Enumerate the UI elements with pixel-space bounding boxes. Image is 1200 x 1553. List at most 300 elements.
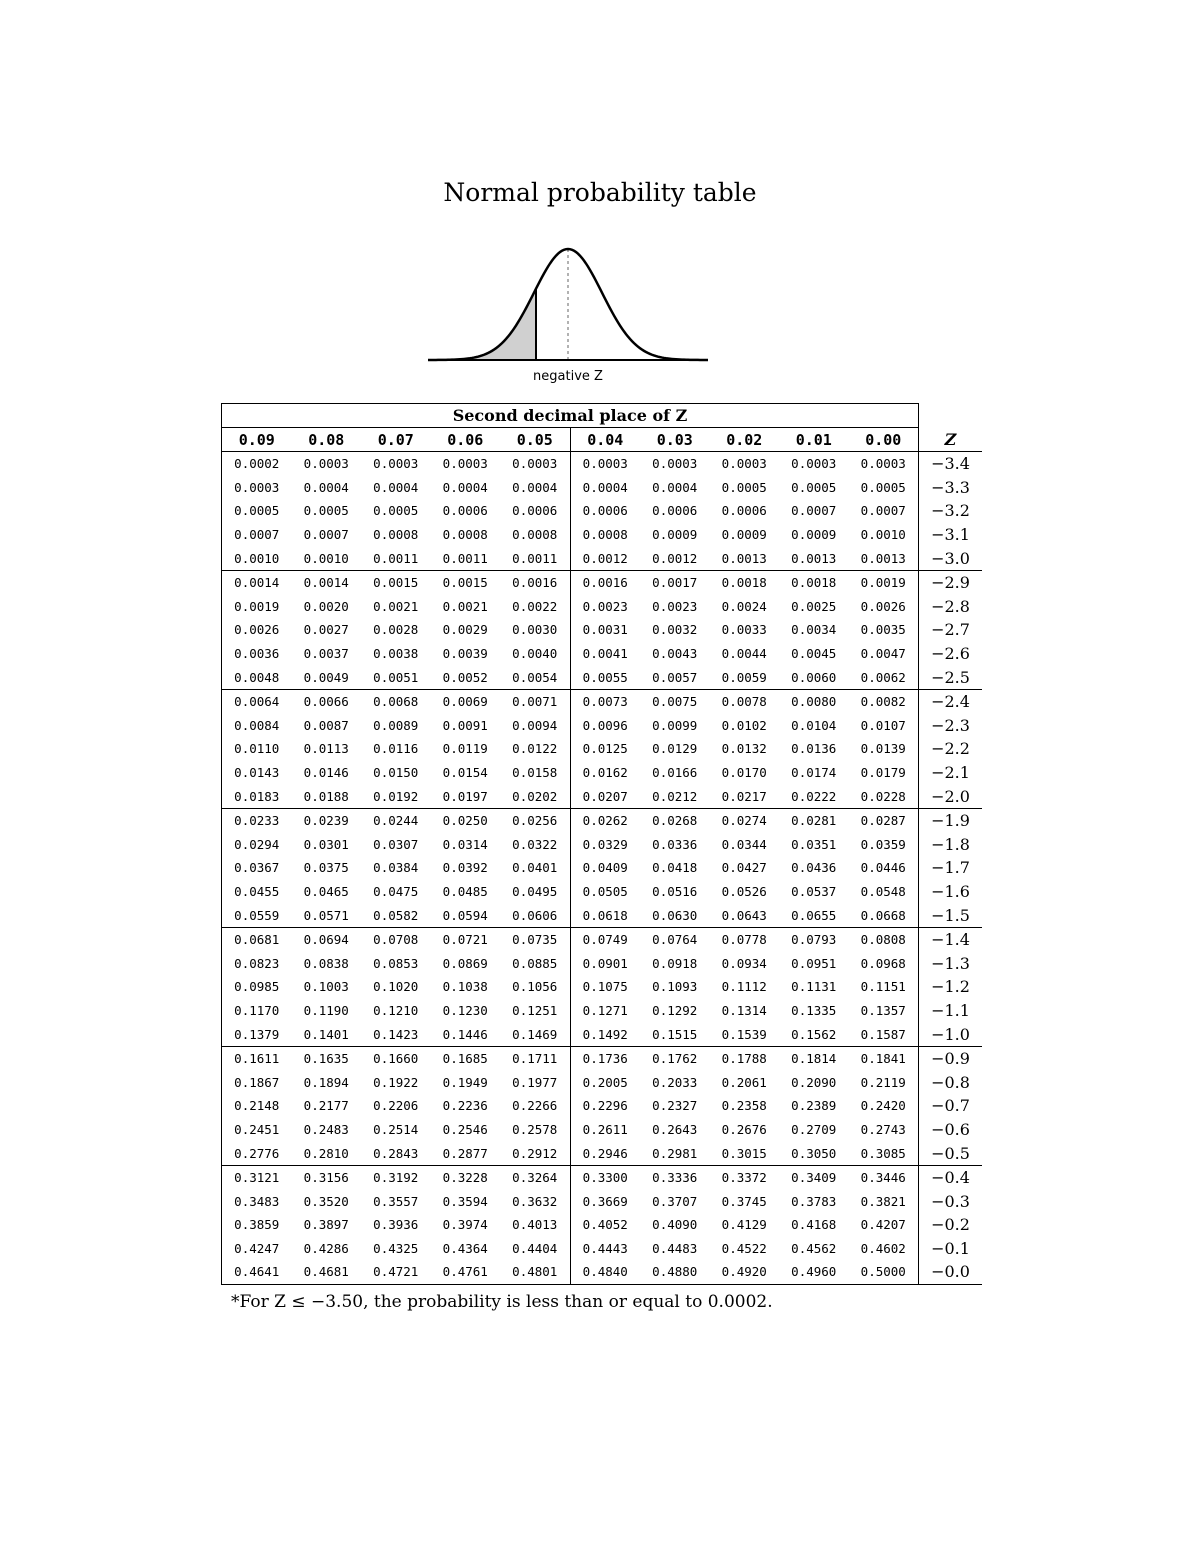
table-cell: 0.0005: [373, 503, 419, 519]
table-cell: 0.0003: [849, 452, 919, 476]
table-cell: 0.2709: [791, 1121, 837, 1137]
table-cell: 0.0011: [512, 550, 558, 566]
table-cell: 0.3156: [292, 1165, 362, 1189]
table-cell: 0.3446: [849, 1165, 919, 1189]
table-row: [222, 1213, 983, 1237]
table-cell: 0.0351: [791, 836, 837, 852]
table-cell: 0.0359: [849, 833, 919, 857]
table-row: [222, 1237, 983, 1261]
table-cell: 0.3707: [652, 1193, 698, 1209]
z-value-cell: −3.4: [919, 452, 983, 476]
table-cell: 0.0107: [849, 714, 919, 738]
table-row: [222, 737, 983, 761]
table-cell: 0.2266: [512, 1098, 558, 1114]
table-cell: 0.2296: [570, 1094, 640, 1118]
column-header: 0.04: [570, 428, 640, 452]
table-row: [222, 1022, 983, 1046]
table-cell: 0.0116: [373, 741, 419, 757]
table-cell: 0.2810: [303, 1145, 349, 1161]
table-cell: 0.1867: [222, 1070, 292, 1094]
table-cell: 0.1423: [373, 1026, 419, 1042]
table-cell: 0.4207: [849, 1213, 919, 1237]
table-cell: 0.0222: [791, 788, 837, 804]
table-cell: 0.3372: [710, 1165, 780, 1189]
table-cell: 0.2358: [721, 1098, 767, 1114]
table-cell: 0.0606: [512, 907, 558, 923]
table-cell: 0.0294: [222, 833, 292, 857]
table-cell: 0.0033: [721, 622, 767, 638]
table-cell: 0.4920: [710, 1260, 780, 1284]
table-cell: 0.0307: [373, 836, 419, 852]
table-cell: 0.0256: [500, 808, 570, 832]
z-header-blank: [919, 404, 983, 428]
table-cell: 0.0655: [791, 907, 837, 923]
table-cell: 0.0475: [373, 883, 419, 899]
table-cell: 0.0008: [442, 527, 488, 543]
table-cell: 0.1112: [721, 979, 767, 995]
table-cell: 0.0007: [303, 527, 349, 543]
z-value-cell: −1.9: [919, 808, 983, 832]
table-row: [222, 689, 983, 713]
table-cell: 0.4761: [431, 1260, 501, 1284]
column-header: 0.02: [710, 428, 780, 452]
table-cell: 0.4286: [303, 1240, 349, 1256]
z-value-cell: −1.3: [931, 953, 970, 973]
table-cell: 0.0122: [512, 741, 558, 757]
table-cell: 0.0049: [303, 669, 349, 685]
table-cell: 0.0011: [373, 550, 419, 566]
table-cell: 0.0344: [721, 836, 767, 852]
table-cell: 0.0446: [849, 856, 919, 880]
table-cell: 0.0113: [303, 741, 349, 757]
table-cell: 0.2389: [791, 1098, 837, 1114]
table-row: [222, 452, 983, 476]
table-cell: 0.2236: [442, 1098, 488, 1114]
table-row: [222, 595, 983, 619]
table-cell: 0.0192: [373, 788, 419, 804]
table-cell: 0.0207: [570, 784, 640, 808]
table-cell: 0.2177: [303, 1098, 349, 1114]
table-cell: 0.0968: [849, 951, 919, 975]
table-row: [222, 1070, 983, 1094]
table-cell: 0.0495: [512, 883, 558, 899]
z-value-cell: −0.3: [931, 1191, 970, 1211]
table-cell: 0.1587: [849, 1022, 919, 1046]
column-header: 0.08: [292, 428, 362, 452]
table-row: [222, 665, 983, 689]
table-cell: 0.0392: [442, 860, 488, 876]
table-cell: 0.2061: [721, 1074, 767, 1090]
table-cell: 0.4522: [721, 1240, 767, 1256]
table-cell: 0.2090: [791, 1074, 837, 1090]
table-cell: 0.0436: [791, 860, 837, 876]
table-cell: 0.0823: [222, 951, 292, 975]
table-cell: 0.1271: [570, 999, 640, 1023]
table-cell: 0.1611: [222, 1046, 292, 1070]
table-cell: 0.0019: [222, 595, 292, 619]
table-cell: 0.4562: [791, 1240, 837, 1256]
table-cell: 0.0212: [652, 788, 698, 804]
table-cell: 0.0011: [442, 550, 488, 566]
table-cell: 0.5000: [849, 1260, 919, 1284]
table-cell: 0.1020: [373, 979, 419, 995]
table-cell: 0.0571: [303, 907, 349, 923]
table-cell: 0.0006: [721, 503, 767, 519]
table-cell: 0.3594: [442, 1193, 488, 1209]
table-cell: 0.4090: [652, 1217, 698, 1233]
z-value-cell: −2.5: [931, 667, 970, 687]
table-cell: 0.0197: [442, 788, 488, 804]
table-row: [222, 642, 983, 666]
table-cell: 0.0951: [791, 955, 837, 971]
table-cell: 0.0002: [222, 452, 292, 476]
z-value-cell: −1.7: [931, 858, 970, 878]
table-cell: 0.0838: [303, 955, 349, 971]
table-cell: 0.2877: [442, 1145, 488, 1161]
table-cell: 0.0009: [791, 527, 837, 543]
table-cell: 0.0078: [710, 689, 780, 713]
table-row: [222, 761, 983, 785]
table-cell: 0.0139: [849, 737, 919, 761]
table-cell: 0.2451: [222, 1118, 292, 1142]
table-row: [222, 618, 983, 642]
table-row: [222, 975, 983, 999]
table-cell: 0.0143: [222, 761, 292, 785]
table-cell: 0.0202: [512, 788, 558, 804]
table-cell: 0.0764: [640, 927, 710, 951]
table-row: [222, 880, 983, 904]
table-row: [222, 546, 983, 570]
z-value-cell: −0.0: [919, 1260, 983, 1284]
table-cell: 0.0087: [303, 717, 349, 733]
column-header: 0.09: [222, 428, 292, 452]
table-cell: 0.1922: [373, 1074, 419, 1090]
second-decimal-header-text: Second decimal place of Z: [452, 406, 688, 425]
table-cell: 0.0034: [791, 622, 837, 638]
table-cell: 0.0094: [512, 717, 558, 733]
table-cell: 0.0019: [849, 570, 919, 594]
table-cell: 0.0006: [442, 503, 488, 519]
table-cell: 0.0985: [222, 975, 292, 999]
table-cell: 0.0059: [721, 669, 767, 685]
table-cell: 0.0409: [570, 856, 640, 880]
table-cell: 0.0025: [791, 598, 837, 614]
table-row: [222, 1260, 983, 1284]
table-cell: 0.0026: [222, 618, 292, 642]
table-cell: 0.1977: [512, 1074, 558, 1090]
table-cell: 0.0026: [849, 595, 919, 619]
table-cell: 0.0055: [570, 665, 640, 689]
table-cell: 0.0003: [292, 452, 362, 476]
table-cell: 0.0013: [721, 550, 767, 566]
table-row: [222, 499, 983, 523]
table-cell: 0.0102: [721, 717, 767, 733]
table-cell: 0.3015: [721, 1145, 767, 1161]
table-cell: 0.0009: [721, 527, 767, 543]
table-cell: 0.0006: [652, 503, 698, 519]
table-cell: 0.0869: [442, 955, 488, 971]
table-cell: 0.0004: [652, 479, 698, 495]
table-cell: 0.0004: [303, 479, 349, 495]
table-cell: 0.0008: [373, 527, 419, 543]
table-cell: 0.0367: [222, 856, 292, 880]
table-cell: 0.0018: [710, 570, 780, 594]
table-row: [222, 833, 983, 857]
table-cell: 0.0183: [222, 784, 292, 808]
table-cell: 0.1131: [791, 979, 837, 995]
table-cell: 0.0015: [431, 570, 501, 594]
table-cell: 0.1446: [442, 1026, 488, 1042]
table-cell: 0.0228: [849, 784, 919, 808]
table-cell: 0.0016: [570, 570, 640, 594]
table-cell: 0.0013: [791, 550, 837, 566]
table-cell: 0.0009: [652, 527, 698, 543]
table-cell: 0.3409: [779, 1165, 849, 1189]
table-cell: 0.0681: [222, 927, 292, 951]
column-header: 0.06: [431, 428, 501, 452]
table-cell: 0.0012: [570, 546, 640, 570]
table-cell: 0.0080: [779, 689, 849, 713]
table-cell: 0.0014: [222, 570, 292, 594]
table-row: [222, 1046, 983, 1070]
table-cell: 0.1492: [570, 1022, 640, 1046]
z-value-cell: −0.6: [931, 1119, 970, 1139]
table-cell: 0.1635: [292, 1046, 362, 1070]
table-cell: 0.0008: [570, 523, 640, 547]
table-cell: 0.2327: [652, 1098, 698, 1114]
table-cell: 0.0668: [849, 903, 919, 927]
table-cell: 0.0630: [652, 907, 698, 923]
table-cell: 0.0721: [431, 927, 501, 951]
table-cell: 0.1814: [779, 1046, 849, 1070]
table-cell: 0.0268: [640, 808, 710, 832]
table-cell: 0.1894: [303, 1074, 349, 1090]
table-cell: 0.0057: [652, 669, 698, 685]
table-cell: 0.2611: [570, 1118, 640, 1142]
table-cell: 0.4325: [373, 1240, 419, 1256]
table-cell: 0.0004: [570, 476, 640, 500]
table-cell: 0.0005: [721, 479, 767, 495]
table-row: [222, 1141, 983, 1165]
table-cell: 0.0021: [442, 598, 488, 614]
table-cell: 0.0073: [570, 689, 640, 713]
table-cell: 0.0166: [652, 765, 698, 781]
table-cell: 0.4840: [570, 1260, 640, 1284]
table-cell: 0.3632: [512, 1193, 558, 1209]
table-cell: 0.0089: [373, 717, 419, 733]
table-cell: 0.0004: [442, 479, 488, 495]
table-cell: 0.0021: [373, 598, 419, 614]
z-value-cell: −3.0: [931, 548, 970, 568]
z-value-cell: −0.7: [931, 1096, 970, 1116]
z-value-cell: −2.3: [931, 715, 970, 735]
z-value-cell: −1.6: [931, 881, 970, 901]
table-cell: 0.4801: [500, 1260, 570, 1284]
table-cell: 0.1949: [442, 1074, 488, 1090]
table-cell: 0.1335: [791, 1002, 837, 1018]
table-cell: 0.0735: [500, 927, 570, 951]
table-cell: 0.0005: [303, 503, 349, 519]
table-cell: 0.0043: [652, 646, 698, 662]
table-cell: 0.0174: [791, 765, 837, 781]
table-cell: 0.0017: [640, 570, 710, 594]
table-row: [222, 1165, 983, 1189]
column-header: 0.07: [361, 428, 431, 452]
table-cell: 0.0934: [721, 955, 767, 971]
table-cell: 0.0012: [652, 550, 698, 566]
table-cell: 0.1762: [640, 1046, 710, 1070]
table-row: [222, 714, 983, 738]
table-cell: 0.2676: [721, 1121, 767, 1137]
table-cell: 0.4483: [652, 1240, 698, 1256]
table-cell: 0.0007: [849, 499, 919, 523]
negative-z-label: negative Z: [533, 369, 603, 384]
table-cell: 0.0060: [791, 669, 837, 685]
table-cell: 0.2981: [652, 1145, 698, 1161]
table-cell: 0.0778: [710, 927, 780, 951]
z-value-cell: −0.2: [931, 1215, 970, 1235]
second-decimal-header: [222, 404, 919, 428]
table-cell: 0.4013: [512, 1217, 558, 1233]
table-cell: 0.0582: [373, 907, 419, 923]
column-header: 0.03: [640, 428, 710, 452]
table-cell: 0.4404: [512, 1240, 558, 1256]
table-cell: 0.0239: [292, 808, 362, 832]
table-cell: 0.2033: [652, 1074, 698, 1090]
table-cell: 0.0052: [442, 669, 488, 685]
table-cell: 0.0007: [791, 503, 837, 519]
table-cell: 0.0047: [849, 642, 919, 666]
table-cell: 0.0013: [849, 546, 919, 570]
z-value-cell: −0.1: [931, 1238, 970, 1258]
table-cell: 0.4641: [222, 1260, 292, 1284]
table-cell: 0.0110: [222, 737, 292, 761]
table-cell: 0.0154: [442, 765, 488, 781]
z-value-cell: −0.5: [931, 1143, 970, 1163]
z-value-cell: −0.8: [931, 1072, 970, 1092]
table-cell: 0.0028: [373, 622, 419, 638]
table-cell: 0.3300: [570, 1165, 640, 1189]
table-cell: 0.0281: [779, 808, 849, 832]
table-cell: 0.3745: [721, 1193, 767, 1209]
table-cell: 0.0129: [652, 741, 698, 757]
table-cell: 0.3336: [640, 1165, 710, 1189]
table-cell: 0.0158: [512, 765, 558, 781]
table-cell: 0.0694: [292, 927, 362, 951]
table-cell: 0.0031: [570, 618, 640, 642]
table-cell: 0.0336: [652, 836, 698, 852]
table-cell: 0.4052: [570, 1213, 640, 1237]
table-cell: 0.0125: [570, 737, 640, 761]
table-cell: 0.0096: [570, 714, 640, 738]
z-value-cell: −0.4: [919, 1165, 983, 1189]
z-value-cell: −0.9: [919, 1046, 983, 1070]
table-cell: 0.1292: [652, 1002, 698, 1018]
table-cell: 0.0322: [512, 836, 558, 852]
table-cell: 0.0010: [849, 523, 919, 547]
table-cell: 0.3557: [373, 1193, 419, 1209]
table-cell: 0.0119: [442, 741, 488, 757]
table-cell: 0.0003: [361, 452, 431, 476]
table-cell: 0.0062: [849, 665, 919, 689]
table-cell: 0.0066: [292, 689, 362, 713]
z-value-cell: −3.2: [931, 501, 970, 521]
table-cell: 0.0036: [222, 642, 292, 666]
table-cell: 0.0051: [373, 669, 419, 685]
table-cell: 0.2643: [652, 1121, 698, 1137]
table-cell: 0.0005: [222, 499, 292, 523]
table-cell: 0.4960: [779, 1260, 849, 1284]
table-cell: 0.0018: [779, 570, 849, 594]
table-row: [222, 1094, 983, 1118]
table-cell: 0.0044: [721, 646, 767, 662]
table-cell: 0.0082: [849, 689, 919, 713]
table-cell: 0.0099: [652, 717, 698, 733]
table-cell: 0.1685: [431, 1046, 501, 1070]
table-cell: 0.0003: [710, 452, 780, 476]
table-cell: 0.0548: [849, 880, 919, 904]
table-cell: 0.3192: [361, 1165, 431, 1189]
table-cell: 0.1056: [512, 979, 558, 995]
table-cell: 0.4681: [292, 1260, 362, 1284]
z-value-cell: −2.8: [931, 596, 970, 616]
z-value-cell: −1.0: [931, 1024, 970, 1044]
table-cell: 0.0007: [222, 523, 292, 547]
table-cell: 0.0274: [710, 808, 780, 832]
column-header: 0.00: [849, 428, 919, 452]
table-cell: 0.4129: [721, 1217, 767, 1233]
table-cell: 0.3821: [849, 1189, 919, 1213]
table-cell: 0.4364: [442, 1240, 488, 1256]
table-cell: 0.0024: [721, 598, 767, 614]
table-row: [222, 1189, 983, 1213]
table-cell: 0.1736: [570, 1046, 640, 1070]
table-row: [222, 999, 983, 1023]
table-cell: 0.0918: [652, 955, 698, 971]
table-cell: 0.0003: [570, 452, 640, 476]
table-cell: 0.0003: [640, 452, 710, 476]
table-cell: 0.3669: [570, 1189, 640, 1213]
table-cell: 0.2843: [373, 1145, 419, 1161]
table-cell: 0.0005: [791, 479, 837, 495]
table-cell: 0.0003: [431, 452, 501, 476]
table-cell: 0.1711: [500, 1046, 570, 1070]
table-cell: 0.0485: [442, 883, 488, 899]
table-cell: 0.0132: [721, 741, 767, 757]
table-cell: 0.0014: [292, 570, 362, 594]
table-cell: 0.0091: [442, 717, 488, 733]
z-value-cell: −2.7: [931, 620, 970, 640]
table-cell: 0.4721: [361, 1260, 431, 1284]
table-cell: 0.3264: [500, 1165, 570, 1189]
table-cell: 0.3520: [303, 1193, 349, 1209]
table-cell: 0.0003: [779, 452, 849, 476]
table-cell: 0.1038: [442, 979, 488, 995]
table-cell: 0.0301: [303, 836, 349, 852]
table-cell: 0.0038: [373, 646, 419, 662]
table-row: [222, 808, 983, 832]
table-row: [222, 523, 983, 547]
table-cell: 0.0244: [361, 808, 431, 832]
table-cell: 0.0020: [303, 598, 349, 614]
table-cell: 0.0643: [721, 907, 767, 923]
table-cell: 0.0068: [361, 689, 431, 713]
table-cell: 0.2420: [849, 1094, 919, 1118]
z-value-cell: −2.4: [919, 689, 983, 713]
table-cell: 0.0537: [791, 883, 837, 899]
table-cell: 0.0041: [570, 642, 640, 666]
table-cell: 0.0006: [570, 499, 640, 523]
